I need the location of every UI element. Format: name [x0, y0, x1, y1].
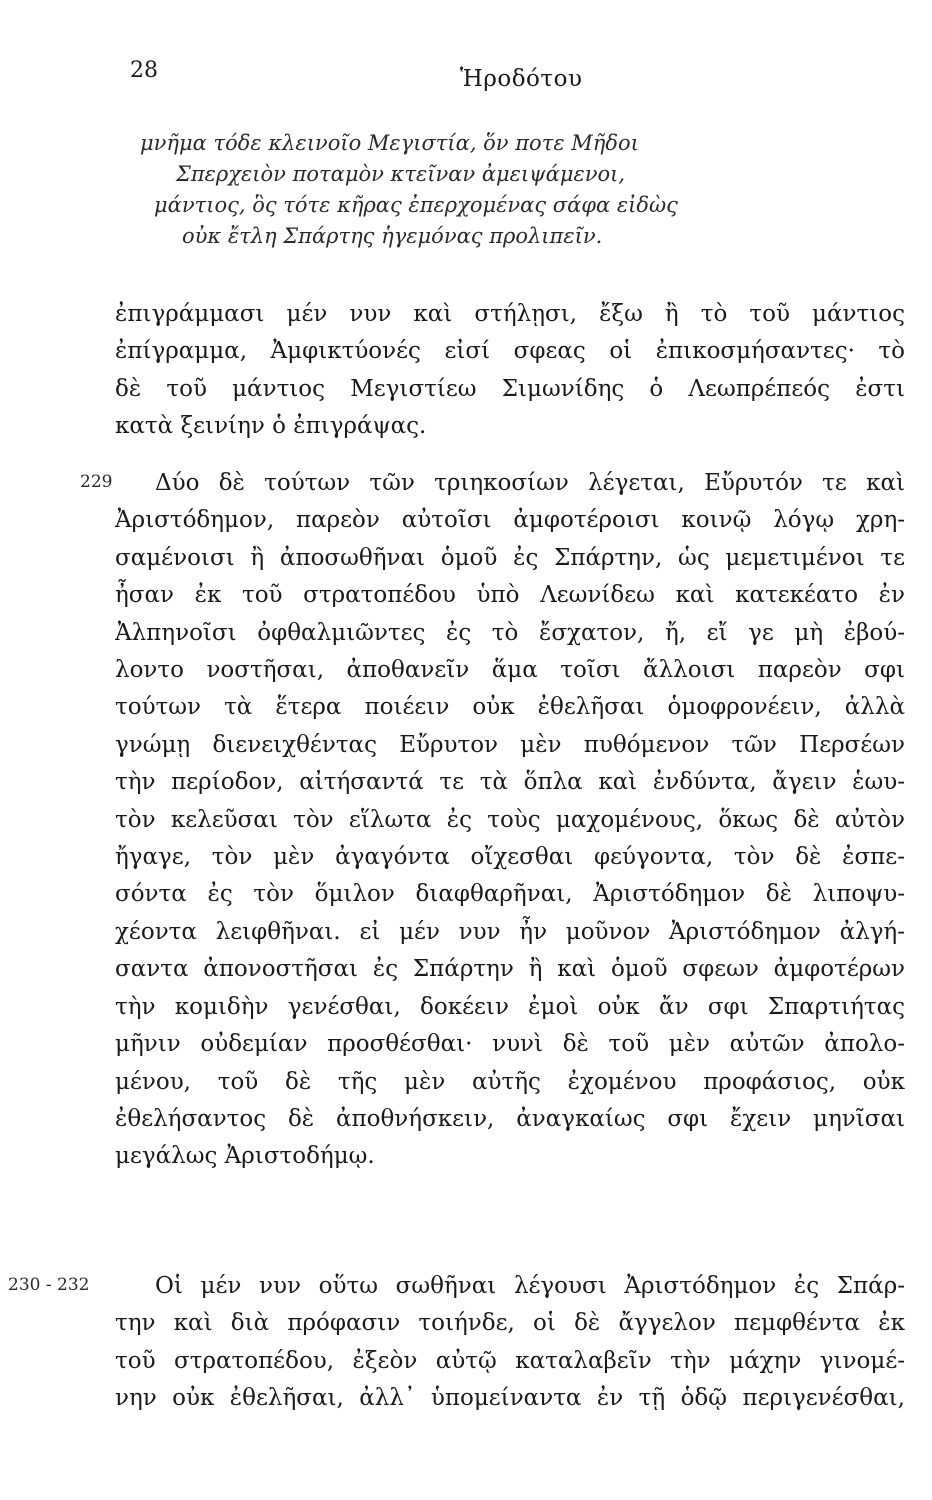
text-line: μένου, τοῦ δὲ τῆς μὲν αὐτῆς ἐχομένου προφάσιος, οὐκ [115, 1068, 905, 1095]
text-line: ἐπιγράμμασι μέν νυν καὶ στήλῃσι, ἔξω ἢ τὸ τοῦ μάντιος [115, 301, 905, 327]
paragraph-epigrams [115, 296, 905, 446]
page-number: 28 [130, 58, 158, 83]
epigram [140, 128, 860, 252]
text-line: Ἀλπηνοῖσι ὀφθαλμιῶντες ἐς τὸ ἔσχατον, ἤ, εἴ γε μὴ ἐβού- [115, 619, 905, 646]
text-line: ἐθελήσαντος δὲ ἀποθνήσκειν, ἀναγκαίως σφι ἔχειν μηνῖσαι [115, 1105, 905, 1132]
epigram-line: Σπερχειὸν ποταμὸν κτεῖναν ἀμειψάμενοι, [176, 162, 626, 186]
text-line: τὴν περίοδον, αἰτήσαντά τε τὰ ὅπλα καὶ ἐνδύντα, ἄγειν ἑωυ- [115, 769, 905, 796]
text-line: τοῦ στρατοπέδου, ἐξεὸν αὐτῷ καταλαβεῖν τὴν μάχην γινομέ- [115, 1347, 905, 1374]
text-line: ἐπίγραμμα, Ἀμφικτύονές εἰσί σφεας οἱ ἐπικοσμήσαντες· τὸ [115, 338, 905, 365]
epigram-line: οὐκ ἔτλη Σπάρτης ἡγεμόνας προλιπεῖν. [182, 224, 603, 248]
text-line: χέοντα λειφθῆναι. εἰ μέν νυν ἦν μοῦνον Ἀριστόδημον ἀλγή- [115, 918, 905, 945]
text-line: τὴν κομιδὴν γενέσθαι, δοκέειν ἐμοὶ οὐκ ἄν σφι Σπαρτιήτας [115, 993, 905, 1020]
section-number-229: 229 [80, 472, 113, 492]
text-line: δὲ τοῦ μάντιος Μεγιστίεω Σιμωνίδης ὁ Λεωπρέπεός ἐστι [115, 375, 905, 402]
text-line: τούτων τὰ ἕτερα ποιέειν οὐκ ἐθελῆσαι ὁμοφρονέειν, ἀλλὰ [115, 694, 905, 721]
text-line: λοντο νοστῆσαι, ἀποθανεῖν ἅμα τοῖσι ἄλλοισι παρεὸν σφι [115, 657, 905, 684]
epigram-line: μνῆμα τόδε κλεινοῖο Μεγιστία, ὅν ποτε Μῆδοι [140, 131, 639, 155]
text-line: την καὶ διὰ πρόφασιν τοιήνδε, οἱ δὲ ἄγγελον πεμφθέντα ἐκ [115, 1310, 905, 1337]
text-line: σαμένοισι ἢ ἀποσωθῆναι ὁμοῦ ἐς Σπάρτην, ὡς μεμετιμένοι τε [115, 544, 905, 571]
text-line: σόντα ἐς τὸν ὅμιλον διαφθαρῆναι, Ἀριστόδημον δὲ λιποψυ- [115, 881, 905, 908]
text-line: μεγάλως Ἀριστοδήμῳ. [115, 1143, 375, 1170]
running-head: Ἡροδότου [460, 66, 583, 92]
paragraph-section-230-232 [115, 1268, 905, 1418]
text-line: κατὰ ξεινίην ὁ ἐπιγράψας. [115, 413, 427, 440]
paragraph-section-229 [115, 465, 905, 1176]
text-line: σαντα ἀπονοστῆσαι ἐς Σπάρτην ἢ καὶ ὁμοῦ σφεων ἀμφοτέρων [115, 956, 905, 983]
text-line: ἦσαν ἐκ τοῦ στρατοπέδου ὑπὸ Λεωνίδεω καὶ κατεκέατο ἐν [115, 582, 905, 609]
section-number-230-232: 230 - 232 [8, 1275, 90, 1295]
text-line: νην οὐκ ἐθελῆσαι, ἀλλ᾽ ὑπομείναντα ἐν τῇ ὁδῷ περιγενέσθαι, [115, 1385, 905, 1412]
epigram-line: μάντιος, ὃς τότε κῆρας ἐπερχομένας σάφα εἰδὼς [154, 193, 678, 217]
text-line: τὸν κελεῦσαι τὸν εἵλωτα ἐς τοὺς μαχομένους, ὅκως δὲ αὐτὸν [115, 806, 905, 833]
text-line: ἤγαγε, τὸν μὲν ἀγαγόντα οἴχεσθαι φεύγοντα, τὸν δὲ ἐσπε- [115, 844, 905, 871]
text-line: μῆνιν οὐδεμίαν προσθέσθαι· νυνὶ δὲ τοῦ μὲν αὐτῶν ἀπολο- [115, 1031, 905, 1058]
text-line: Οἱ μέν νυν οὕτω σωθῆναι λέγουσι Ἀριστόδημον ἐς Σπάρ- [155, 1273, 905, 1299]
text-line: Δύο δὲ τούτων τῶν τριηκοσίων λέγεται, Εὔρυτόν τε καὶ [155, 470, 905, 496]
text-line: γνώμῃ διενειχθέντας Εὔρυτον μὲν πυθόμενον τῶν Περσέων [115, 731, 905, 758]
text-line: Ἀριστόδημον, παρεὸν αὐτοῖσι ἀμφοτέροισι κοινῷ λόγῳ χρη- [115, 507, 905, 534]
